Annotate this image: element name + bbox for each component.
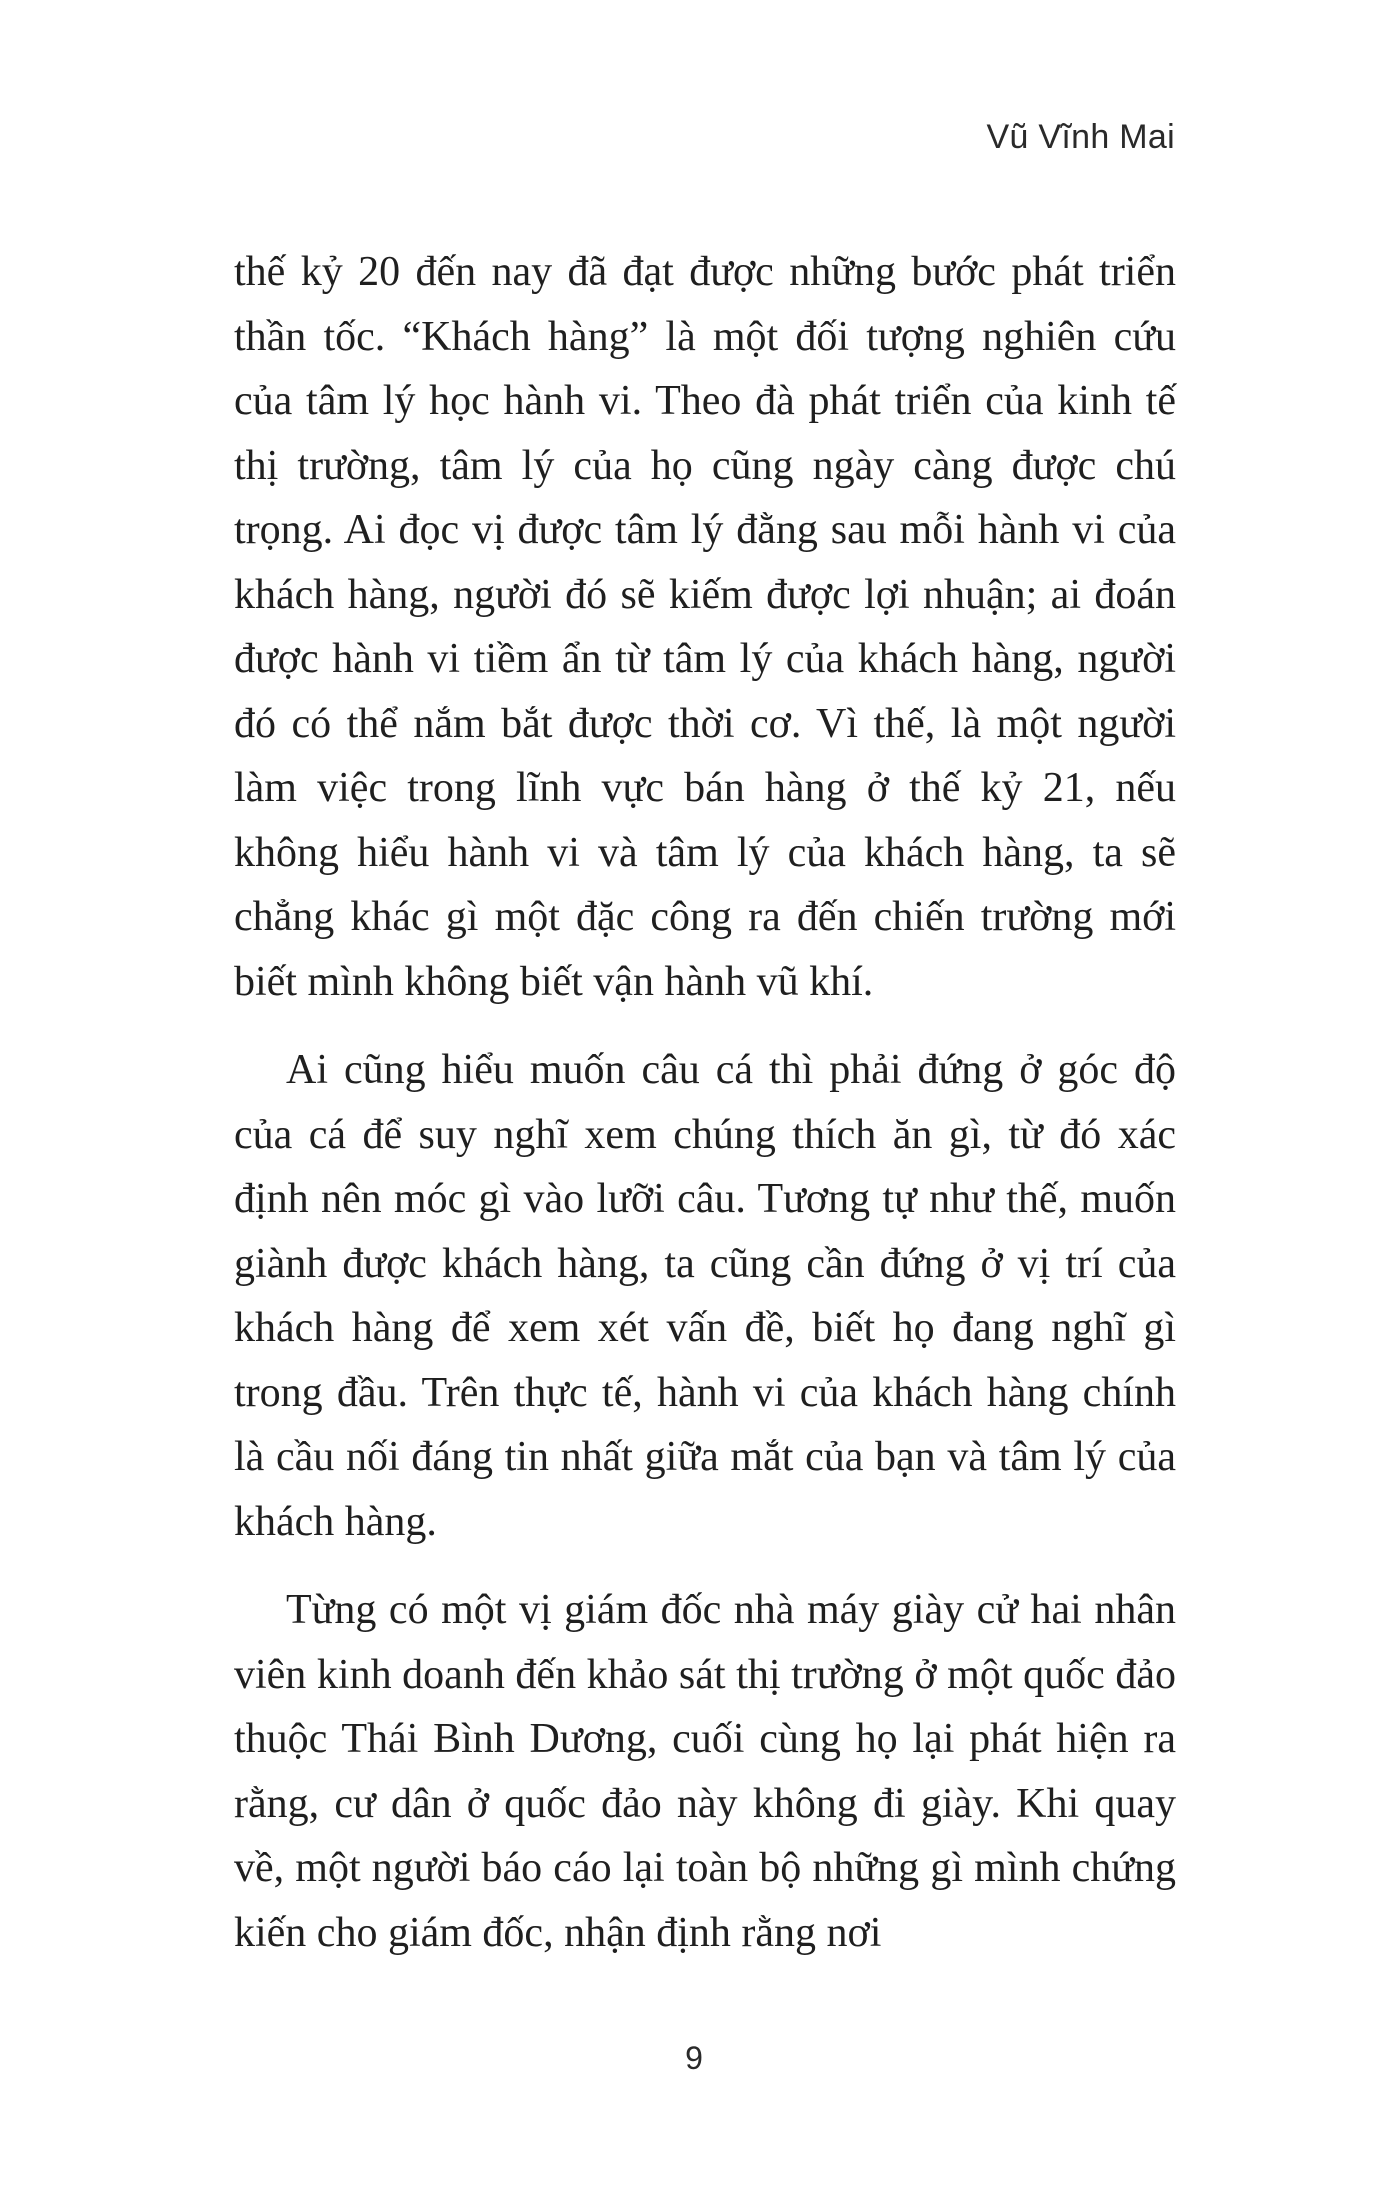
paragraph-continued: thế kỷ 20 đến nay đã đạt được những bước phát triển thần tốc. “Khách hàng” là một đối tượng nghiên cứu của tâm lý học hành vi. Theo đà phát triển của kinh tế thị trường, tâm lý của họ cũng ngày càng được chú trọng. Ai đọc vị được tâm lý đằng sau mỗi hành vi của khách hàng, người đó sẽ kiếm được lợi nhuận; ai đoán được hành vi tiềm ẩn từ tâm lý của khách hàng, người đó có thể nắm bắt được thời cơ. Vì thế, là một người làm việc trong lĩnh vực bán hàng ở thế kỷ 21, nếu không hiểu hành vi và tâm lý của khách hàng, ta sẽ chẳng khác gì một đặc công ra đến chiến trường mới biết mình không biết vận hành vũ khí.	[234, 249, 1176, 1005]
page-number: 9	[685, 2040, 703, 2076]
running-header-author: Vũ Vĩnh Mai	[986, 118, 1175, 156]
paragraph: Từng có một vị giám đốc nhà máy giày cử hai nhân viên kinh doanh đến khảo sát thị trường ở một quốc đảo thuộc Thái Bình Dương, cuối cùng họ lại phát hiện ra rằng, cư dân ở quốc đảo này không đi giày. Khi quay về, một người báo cáo lại toàn bộ những gì mình chứng kiến cho giám đốc, nhận định rằng nơi	[234, 1587, 1176, 1956]
paragraph: Ai cũng hiểu muốn câu cá thì phải đứng ở góc độ của cá để suy nghĩ xem chúng thích ăn gì, từ đó xác định nên móc gì vào lưỡi câu. Tương tự như thế, muốn giành được khách hàng, ta cũng cần đứng ở vị trí của khách hàng để xem xét vấn đề, biết họ đang nghĩ gì trong đầu. Trên thực tế, hành vi của khách hàng chính là cầu nối đáng tin nhất giữa mắt của bạn và tâm lý của khách hàng.	[234, 1047, 1176, 1545]
body-text	[234, 240, 1176, 1989]
